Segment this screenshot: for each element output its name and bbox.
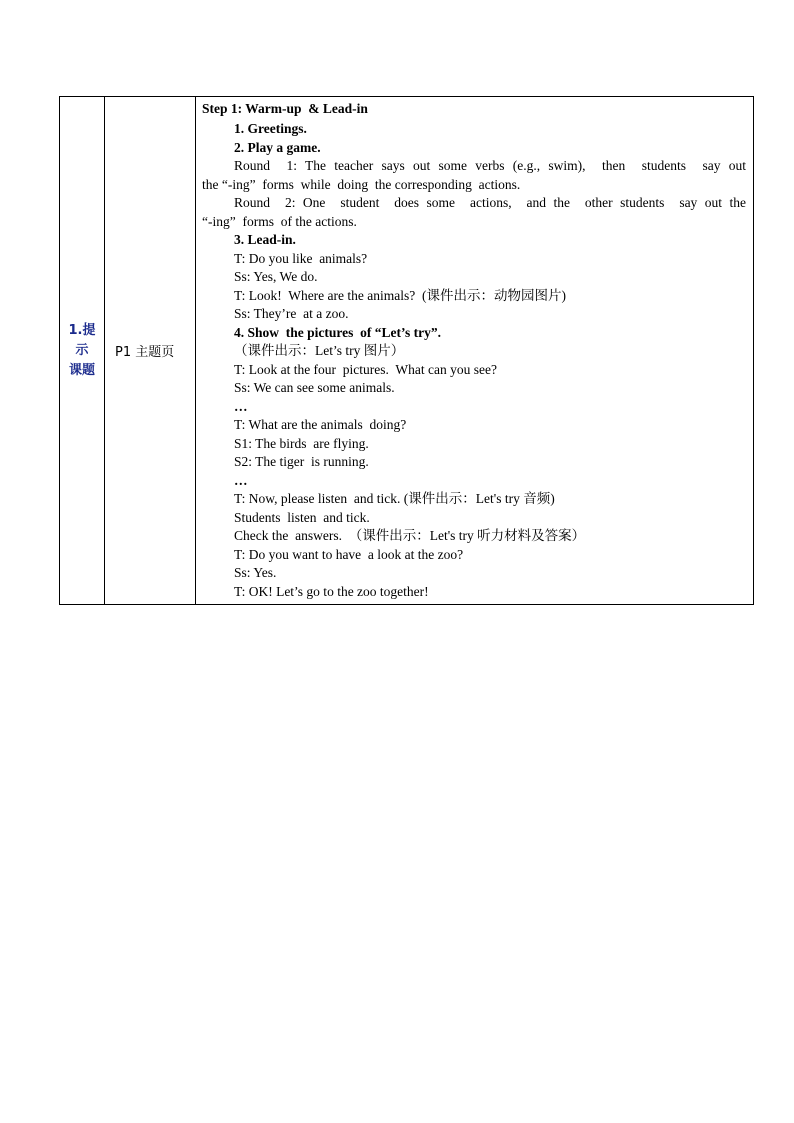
content-line: Ss: We can see some animals.	[234, 380, 395, 395]
content-line: T: Look! Where are the animals? (课件出示：动物园图片)	[234, 287, 566, 303]
content-line: Round 2: One student does some actions, and the other students say out the	[234, 195, 746, 210]
step-title: Step 1: Warm-up & Lead-in	[202, 101, 368, 116]
content-line: T: What are the animals doing?	[234, 417, 407, 432]
content-line: T: Now, please listen and tick. (课件出示：Let's try 音频)	[234, 491, 555, 506]
content-line: …	[234, 472, 248, 488]
stage-cell	[60, 97, 105, 605]
content-line: 1. Greetings.	[234, 121, 307, 136]
content-line: …	[234, 398, 248, 414]
content-line: 4. Show the pictures of “Let’s try”.	[234, 324, 441, 340]
page-label: P1 主题页	[115, 345, 175, 360]
content-line: Ss: They’re at a zoo.	[234, 306, 349, 321]
content-cell	[196, 97, 754, 605]
content-line: 2. Play a game.	[234, 139, 321, 155]
lesson-plan-table	[59, 96, 754, 605]
stage-label-line-2: 示	[75, 342, 89, 358]
content-lines	[202, 120, 746, 601]
content-line: （课件出示：Let’s try 图片）	[234, 343, 405, 358]
stage-label-line-3: 课题	[68, 362, 95, 378]
content-line: 3. Lead-in.	[234, 232, 296, 247]
table-row	[60, 97, 754, 605]
content-line: S2: The tiger is running.	[234, 454, 369, 469]
content-line: Students listen and tick.	[234, 509, 370, 525]
content-line: Ss: Yes, We do.	[234, 269, 318, 284]
content-line: S1: The birds are flying.	[234, 435, 369, 451]
content-line: the “-ing” forms while doing the corresponding actions.	[202, 176, 521, 192]
content-line: Round 1: The teacher says out some verbs (e.g., swim), then students say out	[234, 158, 746, 173]
content-line: T: Do you like animals?	[234, 250, 368, 266]
content-line: “-ing” forms of the actions.	[202, 213, 357, 229]
page-cell	[105, 97, 196, 605]
content-line: T: Look at the four pictures. What can you see?	[234, 361, 497, 377]
content-line: T: Do you want to have a look at the zoo?	[234, 546, 464, 562]
stage-label-line-1: 1.提	[68, 322, 96, 338]
content-line: Check the answers. （课件出示：Let's try 听力材料及答案）	[234, 528, 586, 543]
content-line: Ss: Yes.	[234, 565, 277, 580]
content-line: T: OK! Let’s go to the zoo together!	[234, 583, 429, 599]
